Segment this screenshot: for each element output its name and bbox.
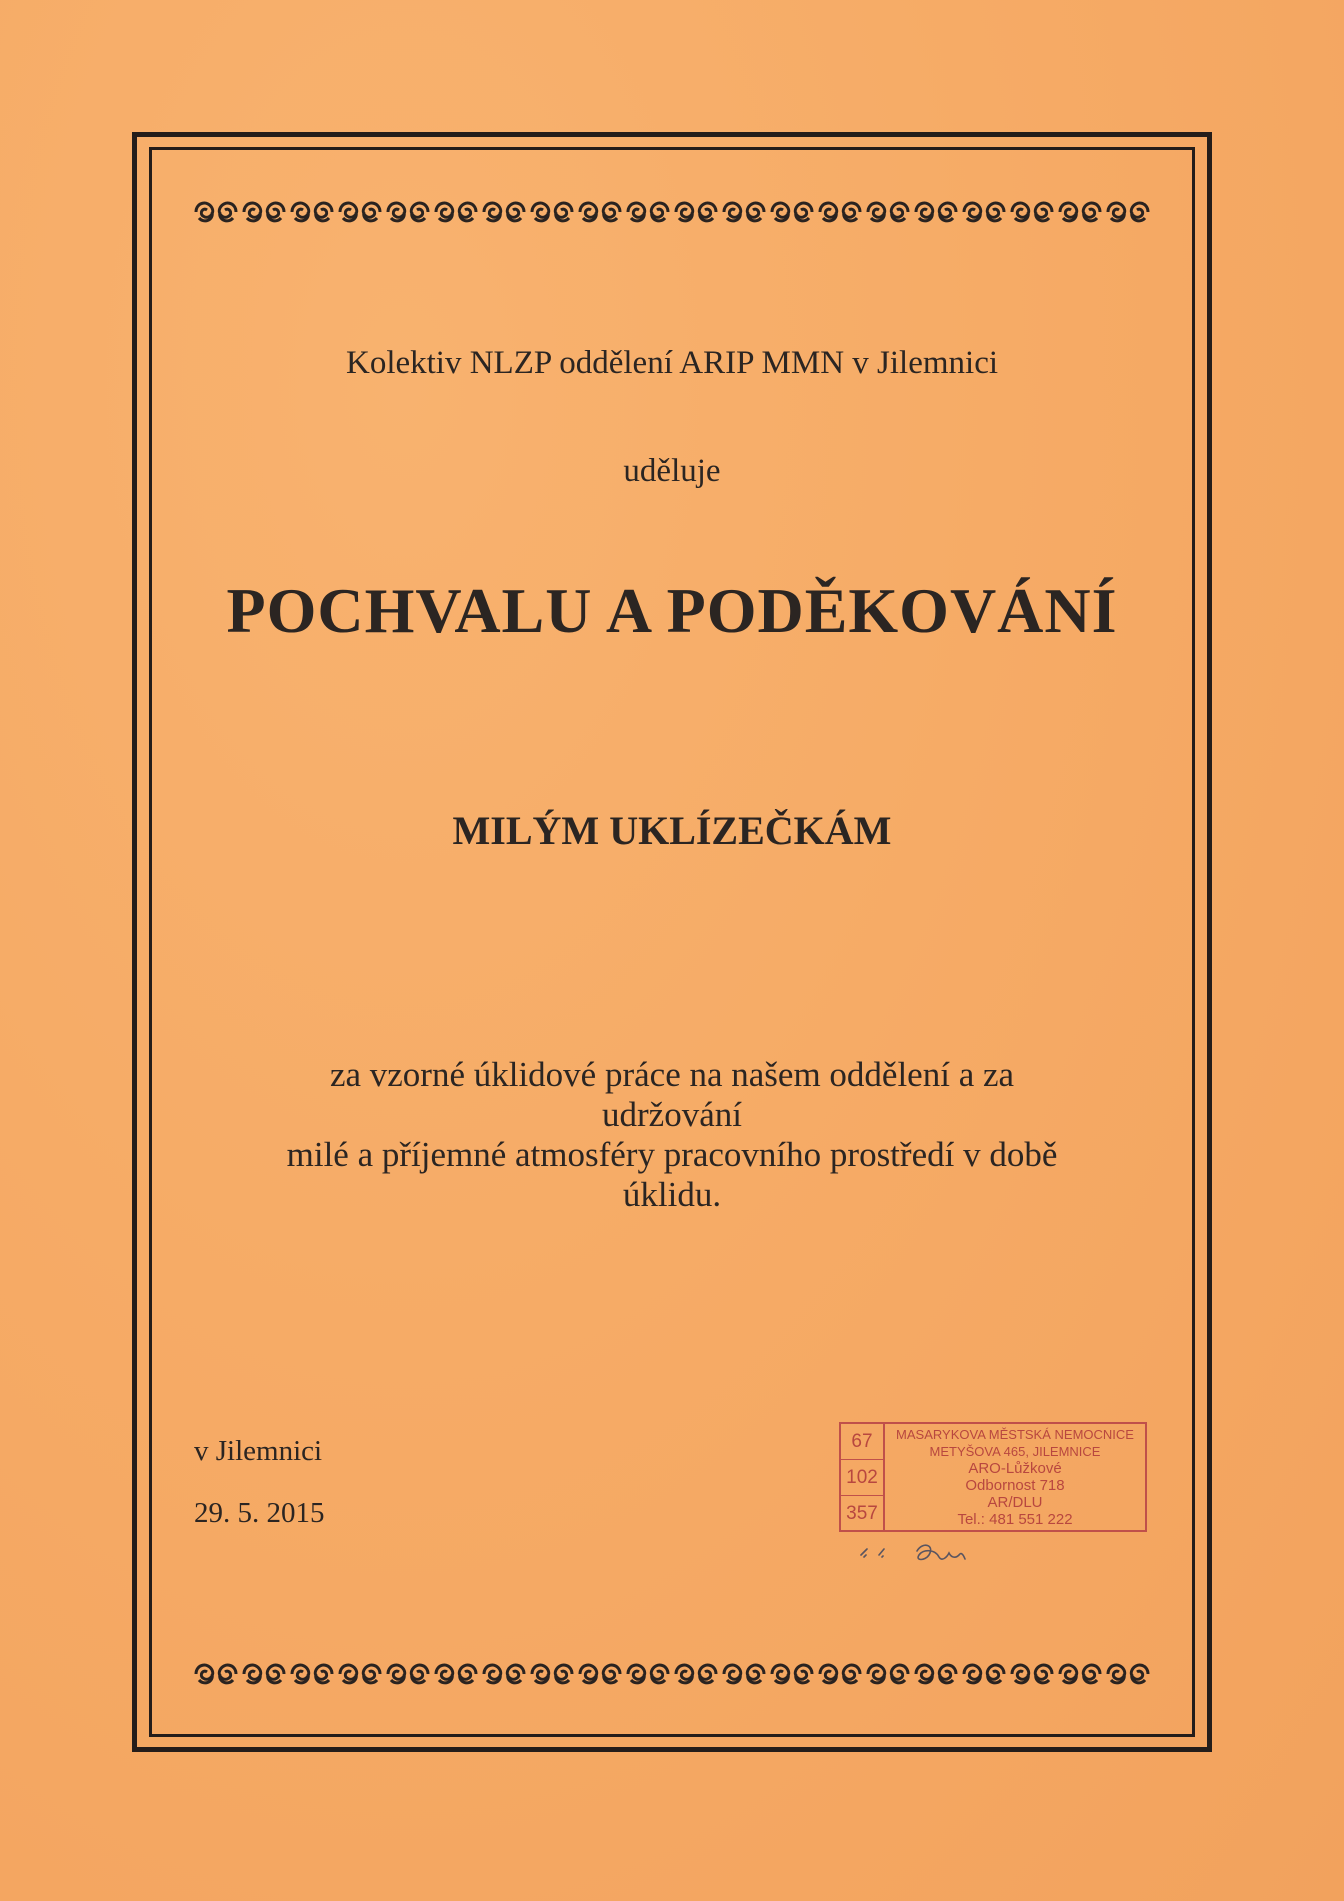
stamp-line: MASARYKOVA MĚSTSKÁ NEMOCNICE (896, 1427, 1134, 1442)
ornament-knot (868, 1665, 908, 1683)
ornament-knot (1060, 1665, 1100, 1683)
ornament-knot (772, 203, 812, 221)
ornament-knot (532, 203, 572, 221)
ornament-knot (388, 203, 428, 221)
signature-icon (857, 1537, 1057, 1567)
commendation-line-3: úklidu. (622, 1175, 722, 1214)
ornament-knot (676, 203, 716, 221)
ornament-knot (484, 1665, 524, 1683)
ornament-knot (244, 203, 284, 221)
ornament-knot (532, 1665, 572, 1683)
ornament-knot (292, 1665, 332, 1683)
certificate-inner-frame (149, 147, 1195, 1737)
ornament-knot (1108, 1665, 1148, 1683)
ornament-knot (436, 203, 476, 221)
ornament-knot (628, 203, 668, 221)
stamp-text (887, 1426, 1143, 1528)
commendation-text (152, 1055, 1192, 1215)
stamp-line: ARO-Lůžkové (968, 1460, 1062, 1477)
stamp-number: 102 (841, 1460, 883, 1496)
ornament-knot (1108, 203, 1148, 221)
top-ornament-border-icon (180, 194, 1164, 230)
bottom-ornament-border-icon (180, 1656, 1164, 1692)
ornament-knot (388, 1665, 428, 1683)
ornament-knot (244, 1665, 284, 1683)
ornament-knot (916, 203, 956, 221)
ornament-knot (964, 1665, 1004, 1683)
place: v Jilemnici (194, 1435, 323, 1467)
ornament-knot (1060, 203, 1100, 221)
ornament-knot (340, 203, 380, 221)
ornament-knot (916, 1665, 956, 1683)
ornament-knot (1012, 1665, 1052, 1683)
stamp-line: Tel.: 481 551 222 (957, 1511, 1073, 1528)
stamp-numbers (841, 1424, 885, 1530)
ornament-knot (484, 203, 524, 221)
ornament-knot (196, 203, 236, 221)
commendation-line-1: za vzorné úklidové práce na našem oddělení a za udržování (329, 1055, 1015, 1134)
stamp-number: 67 (841, 1424, 883, 1460)
organization-line: Kolektiv NLZP oddělení ARIP MMN v Jilemnici (345, 345, 999, 381)
ornament-knot (724, 1665, 764, 1683)
ornament-knot (436, 1665, 476, 1683)
hospital-stamp (839, 1422, 1147, 1532)
stamp-line: Odbornost 718 (965, 1477, 1065, 1494)
date: 29. 5. 2015 (194, 1497, 325, 1529)
ornament-knot (724, 203, 764, 221)
ornament-knot (1012, 203, 1052, 221)
certificate-frame (132, 132, 1212, 1752)
ornament-knot (628, 1665, 668, 1683)
ornament-knot (340, 1665, 380, 1683)
ornament-knot (292, 203, 332, 221)
ornament-knot (964, 203, 1004, 221)
ornament-knot (772, 1665, 812, 1683)
ornament-knot (820, 203, 860, 221)
ornament-knot (868, 203, 908, 221)
commendation-line-2: milé a příjemné atmosféry pracovního prostředí v době (286, 1135, 1058, 1174)
stamp-number: 357 (846, 1503, 878, 1524)
ornament-knot (820, 1665, 860, 1683)
stamp-line: AR/DLU (987, 1494, 1043, 1511)
stamp-line: METYŠOVA 465, JILEMNICE (929, 1444, 1101, 1459)
recipient: MILÝM UKLÍZEČKÁM (452, 808, 892, 853)
ornament-knot (580, 1665, 620, 1683)
ornament-knot (196, 1665, 236, 1683)
ornament-knot (580, 203, 620, 221)
certificate-title: POCHVALU A PODĚKOVÁNÍ (226, 575, 1118, 646)
awards-verb: uděluje (623, 453, 721, 489)
ornament-knot (676, 1665, 716, 1683)
